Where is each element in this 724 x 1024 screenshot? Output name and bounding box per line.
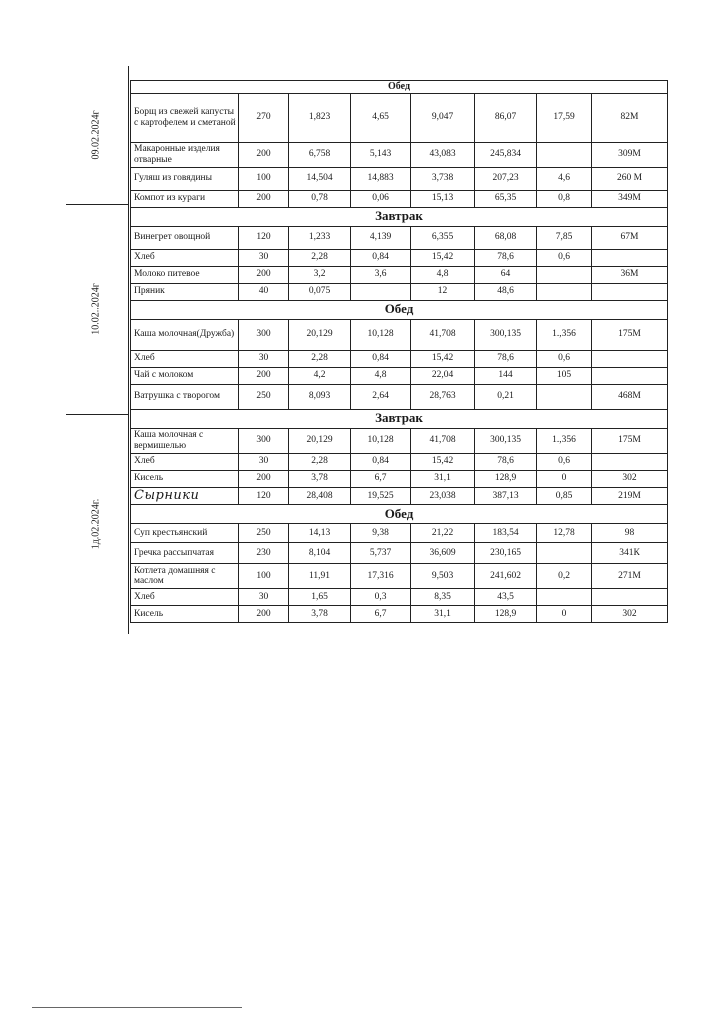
value-cell: 0,21 xyxy=(475,384,537,409)
value-cell: 100 xyxy=(239,564,289,589)
value-cell: 0,6 xyxy=(537,350,592,367)
value-cell: 1,823 xyxy=(289,93,351,142)
value-cell: 0 xyxy=(537,470,592,487)
dish-name-cell: Хлеб xyxy=(131,453,239,470)
value-cell: 78,6 xyxy=(475,249,537,266)
value-cell: 300 xyxy=(239,319,289,350)
dish-name-cell: Макаронные изделия отварные xyxy=(131,142,239,167)
value-cell: 3,738 xyxy=(411,167,475,190)
bottom-rule xyxy=(32,1007,242,1008)
value-cell: 175М xyxy=(592,428,668,453)
value-cell: 5,143 xyxy=(351,142,411,167)
value-cell: 200 xyxy=(239,367,289,384)
value-cell: 17,59 xyxy=(537,93,592,142)
section-row xyxy=(131,207,668,226)
dish-name-cell: Котлета домашняя с маслом xyxy=(131,564,239,589)
value-cell: 10,128 xyxy=(351,428,411,453)
value-cell: 250 xyxy=(239,384,289,409)
value-cell: 15,42 xyxy=(411,249,475,266)
table-row xyxy=(131,543,668,564)
value-cell: 4,8 xyxy=(351,367,411,384)
value-cell: 120 xyxy=(239,487,289,505)
value-cell: 100 xyxy=(239,167,289,190)
date-label-3: 1д.02.2024г. xyxy=(90,498,102,550)
value-cell: 6,7 xyxy=(351,470,411,487)
value-cell: 4,2 xyxy=(289,367,351,384)
value-cell: 1,233 xyxy=(289,226,351,249)
value-cell: 0,8 xyxy=(537,190,592,207)
value-cell: 12,78 xyxy=(537,524,592,543)
value-cell: 14,883 xyxy=(351,167,411,190)
value-cell: 14,504 xyxy=(289,167,351,190)
table-row xyxy=(131,564,668,589)
value-cell: 10,128 xyxy=(351,319,411,350)
value-cell: 302 xyxy=(592,606,668,623)
value-cell xyxy=(351,283,411,300)
value-cell: 31,1 xyxy=(411,470,475,487)
date-segment-2 xyxy=(66,204,128,415)
value-cell: 200 xyxy=(239,190,289,207)
value-cell: 43,5 xyxy=(475,589,537,606)
value-cell xyxy=(592,453,668,470)
value-cell: 0,3 xyxy=(351,589,411,606)
value-cell: 175М xyxy=(592,319,668,350)
value-cell: 302 xyxy=(592,470,668,487)
value-cell: 30 xyxy=(239,453,289,470)
table-row xyxy=(131,93,668,142)
dish-name-cell: Суп крестьянский xyxy=(131,524,239,543)
section-title: Обед xyxy=(131,505,668,524)
value-cell: 15,13 xyxy=(411,190,475,207)
dish-name-cell: Хлеб xyxy=(131,350,239,367)
table-row xyxy=(131,606,668,623)
value-cell: 15,42 xyxy=(411,453,475,470)
value-cell: 4,8 xyxy=(411,266,475,283)
value-cell xyxy=(537,589,592,606)
value-cell: 0,84 xyxy=(351,453,411,470)
date-rail xyxy=(66,66,129,634)
value-cell: 0,2 xyxy=(537,564,592,589)
value-cell: 245,834 xyxy=(475,142,537,167)
value-cell: 200 xyxy=(239,142,289,167)
value-cell: 250 xyxy=(239,524,289,543)
value-cell: 48,6 xyxy=(475,283,537,300)
section-title: Обед xyxy=(131,81,668,94)
value-cell: 200 xyxy=(239,470,289,487)
dish-name-cell: Винегрет овощной xyxy=(131,226,239,249)
value-cell: 78,6 xyxy=(475,350,537,367)
value-cell: 3,78 xyxy=(289,606,351,623)
value-cell xyxy=(537,266,592,283)
value-cell: 219М xyxy=(592,487,668,505)
menu-table xyxy=(130,80,668,623)
value-cell: 64 xyxy=(475,266,537,283)
table-row xyxy=(131,142,668,167)
value-cell: 68,08 xyxy=(475,226,537,249)
value-cell: 12 xyxy=(411,283,475,300)
value-cell: 183,54 xyxy=(475,524,537,543)
value-cell: 8,35 xyxy=(411,589,475,606)
value-cell: 230 xyxy=(239,543,289,564)
value-cell xyxy=(592,350,668,367)
value-cell: 14,13 xyxy=(289,524,351,543)
value-cell: 5,737 xyxy=(351,543,411,564)
value-cell: 0,6 xyxy=(537,249,592,266)
section-row xyxy=(131,81,668,94)
value-cell: 2,28 xyxy=(289,249,351,266)
value-cell xyxy=(592,367,668,384)
value-cell: 270 xyxy=(239,93,289,142)
date-label-2: 10.02..2024г xyxy=(90,283,102,335)
dish-name-cell: Кисель xyxy=(131,606,239,623)
value-cell: 0,6 xyxy=(537,453,592,470)
value-cell: 2,64 xyxy=(351,384,411,409)
value-cell: 271М xyxy=(592,564,668,589)
value-cell: 41,708 xyxy=(411,428,475,453)
section-row xyxy=(131,300,668,319)
value-cell: 6,758 xyxy=(289,142,351,167)
value-cell: 144 xyxy=(475,367,537,384)
date-segment-1 xyxy=(66,66,128,205)
table-row xyxy=(131,428,668,453)
value-cell: 43,083 xyxy=(411,142,475,167)
value-cell: 2,28 xyxy=(289,453,351,470)
value-cell: 105 xyxy=(537,367,592,384)
value-cell: 21,22 xyxy=(411,524,475,543)
value-cell: 1,65 xyxy=(289,589,351,606)
value-cell: 82М xyxy=(592,93,668,142)
value-cell: 300,135 xyxy=(475,319,537,350)
table-row xyxy=(131,167,668,190)
value-cell: 1.,356 xyxy=(537,428,592,453)
dish-name-cell: Сырники xyxy=(131,487,239,505)
value-cell: 387,13 xyxy=(475,487,537,505)
dish-name-cell: Хлеб xyxy=(131,589,239,606)
dish-name-cell: Каша молочная(Дружба) xyxy=(131,319,239,350)
value-cell: 260 М xyxy=(592,167,668,190)
value-cell: 40 xyxy=(239,283,289,300)
value-cell: 20,129 xyxy=(289,319,351,350)
value-cell: 17,316 xyxy=(351,564,411,589)
dish-name-cell: Чай с молоком xyxy=(131,367,239,384)
section-title: Завтрак xyxy=(131,207,668,226)
section-title: Обед xyxy=(131,300,668,319)
value-cell: 4,65 xyxy=(351,93,411,142)
value-cell: 9,38 xyxy=(351,524,411,543)
table-row xyxy=(131,453,668,470)
value-cell xyxy=(592,589,668,606)
value-cell: 36М xyxy=(592,266,668,283)
value-cell: 468М xyxy=(592,384,668,409)
table-row xyxy=(131,283,668,300)
value-cell: 98 xyxy=(592,524,668,543)
value-cell: 65,35 xyxy=(475,190,537,207)
value-cell: 128,9 xyxy=(475,606,537,623)
value-cell: 28,408 xyxy=(289,487,351,505)
value-cell: 0,06 xyxy=(351,190,411,207)
dish-name-cell: Ватрушка с творогом xyxy=(131,384,239,409)
value-cell: 41,708 xyxy=(411,319,475,350)
date-label-1: 09.02.2024г xyxy=(90,110,102,160)
table-row xyxy=(131,589,668,606)
value-cell: 4,139 xyxy=(351,226,411,249)
value-cell xyxy=(537,283,592,300)
table-row xyxy=(131,384,668,409)
value-cell: 128,9 xyxy=(475,470,537,487)
value-cell: 9,047 xyxy=(411,93,475,142)
value-cell: 22,04 xyxy=(411,367,475,384)
value-cell: 0,075 xyxy=(289,283,351,300)
table-row xyxy=(131,470,668,487)
value-cell: 349М xyxy=(592,190,668,207)
table-row xyxy=(131,487,668,505)
value-cell: 2,28 xyxy=(289,350,351,367)
table-row xyxy=(131,367,668,384)
value-cell: 0,78 xyxy=(289,190,351,207)
value-cell: 309М xyxy=(592,142,668,167)
value-cell: 31,1 xyxy=(411,606,475,623)
menu-table-body xyxy=(131,81,668,623)
value-cell: 8,104 xyxy=(289,543,351,564)
value-cell: 120 xyxy=(239,226,289,249)
value-cell: 0,84 xyxy=(351,350,411,367)
value-cell xyxy=(537,142,592,167)
value-cell: 300 xyxy=(239,428,289,453)
table-row xyxy=(131,524,668,543)
value-cell xyxy=(592,283,668,300)
value-cell: 30 xyxy=(239,249,289,266)
dish-name-cell: Гречка рассыпчатая xyxy=(131,543,239,564)
value-cell: 0,85 xyxy=(537,487,592,505)
value-cell: 3,2 xyxy=(289,266,351,283)
value-cell: 86,07 xyxy=(475,93,537,142)
value-cell: 3,78 xyxy=(289,470,351,487)
value-cell: 36,609 xyxy=(411,543,475,564)
value-cell: 19,525 xyxy=(351,487,411,505)
value-cell: 0,84 xyxy=(351,249,411,266)
dish-name-cell: Борщ из свежей капусты с картофелем и сметаной xyxy=(131,93,239,142)
value-cell: 78,6 xyxy=(475,453,537,470)
value-cell: 30 xyxy=(239,350,289,367)
dish-name-cell: Хлеб xyxy=(131,249,239,266)
section-row xyxy=(131,505,668,524)
value-cell: 6,7 xyxy=(351,606,411,623)
table-row xyxy=(131,226,668,249)
value-cell: 11,91 xyxy=(289,564,351,589)
value-cell: 341К xyxy=(592,543,668,564)
value-cell: 4,6 xyxy=(537,167,592,190)
value-cell: 23,038 xyxy=(411,487,475,505)
value-cell: 207,23 xyxy=(475,167,537,190)
value-cell: 230,165 xyxy=(475,543,537,564)
dish-name-cell: Каша молочная с вермишелью xyxy=(131,428,239,453)
date-segment-3 xyxy=(66,414,128,634)
dish-name-cell: Гуляш из говядины xyxy=(131,167,239,190)
dish-name-cell: Молоко питевое xyxy=(131,266,239,283)
dish-name-cell: Пряник xyxy=(131,283,239,300)
value-cell: 3,6 xyxy=(351,266,411,283)
value-cell: 200 xyxy=(239,606,289,623)
value-cell: 8,093 xyxy=(289,384,351,409)
value-cell: 15,42 xyxy=(411,350,475,367)
value-cell: 7,85 xyxy=(537,226,592,249)
table-row xyxy=(131,266,668,283)
section-title: Завтрак xyxy=(131,409,668,428)
value-cell: 28,763 xyxy=(411,384,475,409)
value-cell: 241,602 xyxy=(475,564,537,589)
value-cell: 0 xyxy=(537,606,592,623)
value-cell xyxy=(592,249,668,266)
value-cell xyxy=(537,543,592,564)
value-cell: 20,129 xyxy=(289,428,351,453)
section-row xyxy=(131,409,668,428)
value-cell: 67М xyxy=(592,226,668,249)
value-cell: 30 xyxy=(239,589,289,606)
table-row xyxy=(131,249,668,266)
dish-name-cell: Кисель xyxy=(131,470,239,487)
value-cell xyxy=(537,384,592,409)
value-cell: 200 xyxy=(239,266,289,283)
table-row xyxy=(131,319,668,350)
table-row xyxy=(131,190,668,207)
value-cell: 300,135 xyxy=(475,428,537,453)
value-cell: 9,503 xyxy=(411,564,475,589)
dish-name-cell: Компот из кураги xyxy=(131,190,239,207)
value-cell: 6,355 xyxy=(411,226,475,249)
table-row xyxy=(131,350,668,367)
value-cell: 1.,356 xyxy=(537,319,592,350)
